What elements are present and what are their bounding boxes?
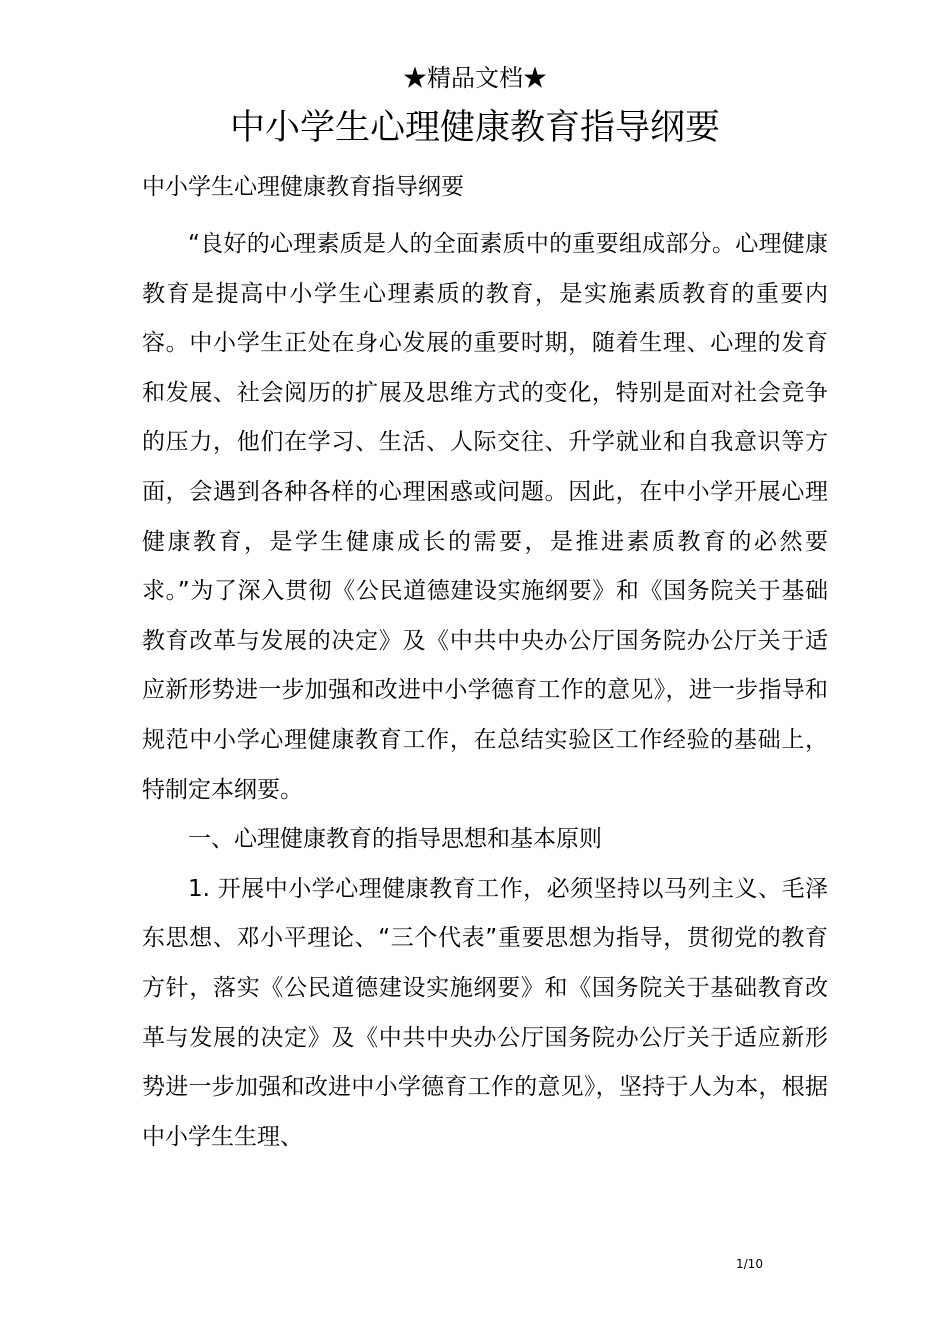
numbered-paragraph: 1. 开展中小学心理健康教育工作，必须坚持以马列主义、毛泽东思想、邓小平理论、“三个代表”重要思想为指导，贯彻党的教育方针，落实《公民道德建设实施纲要》和《国务院关于基础教育改革与发展的决定》及《中共中央办公厅国务院办公厅关于适应新形势进一步加强和改进中小学德育工作的意见》，坚持于人为本，根据中小学生生理、 — [142, 875, 828, 1150]
header-mark: ★精品文档★ — [403, 64, 547, 92]
subtitle: 中小学生心理健康教育指导纲要 — [142, 174, 464, 200]
page-number: 1/10 — [736, 1257, 763, 1271]
section-heading: 一、心理健康教育的指导思想和基本原则 — [188, 826, 602, 853]
intro-paragraph: “良好的心理素质是人的全面素质中的重要组成部分。心理健康教育是提高中小学生心理素质的教育，是实施素质教育的重要内容。中小学生正处在身心发展的重要时期，随着生理、心理的发育和发展、社会阅历的扩展及思维方式的变化，特别是面对社会竞争的压力，他们在学习、生活、人际交往、升学就业和自我意识等方面，会遇到各种各样的心理困惑或问题。因此，在中小学开展心理健康教育，是学生健康成长的需要，是推进素质教育的必然要求。”为了深入贯彻《公民道德建设实施纲要》和《国务院关于基础教育改革与发展的决定》及《中共中央办公厅国务院办公厅关于适应新形势进一步加强和改进中小学德育工作的意见》，进一步指导和规范中小学心理健康教育工作，在总结实验区工作经验的基础上，特制定本纲要。 — [142, 231, 828, 803]
body-text — [142, 220, 828, 1162]
page-title: 中小学生心理健康教育指导纲要 — [229, 108, 720, 148]
